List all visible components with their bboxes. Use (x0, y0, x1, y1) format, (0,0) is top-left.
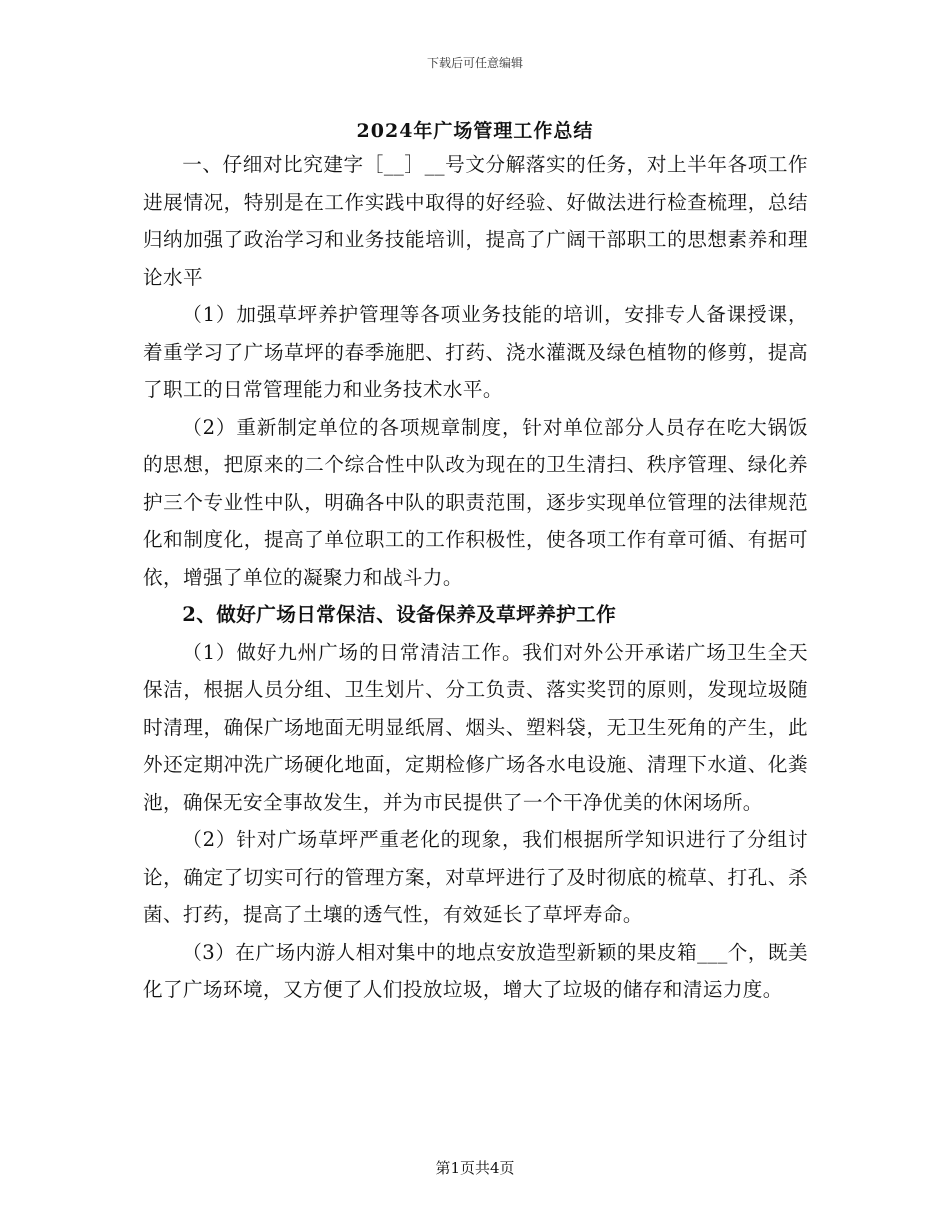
paragraph-cleaning: （1）做好九州广场的日常清洁工作。我们对外公开承诺广场卫生全天保洁，根据人员分组、卫生划片、分工负责、落实奖罚的原则，发现垃圾随时清理，确保广场地面无明显纸屑、烟头、塑料袋，无卫生死角的产生，此外还定期冲洗广场硬化地面，定期检修广场各水电设施、清理下水道、化粪池，确保无安全事故发生，并为市民提供了一个干净优美的休闲场所。 (143, 640, 808, 814)
page-number-footer: 第1页共4页 (435, 1159, 515, 1177)
paragraph-intro: 一、仔细对比究建字［__］__号文分解落实的任务，对上半年各项工作进展情况，特别是在工作实践中取得的好经验、好做法进行检查梳理，总结归纳加强了政治学习和业务技能培训，提高了广阔干部职工的思想素养和理论水平 (143, 153, 808, 289)
section-heading: 2、做好广场日常保洁、设备保养及草坪养护工作 (182, 603, 617, 626)
document-title: 2024年广场管理工作总结 (356, 120, 594, 142)
header-note: 下载后可任意编辑 (426, 56, 523, 70)
paragraph-bins: （3）在广场内游人相对集中的地点安放造型新颖的果皮箱___个，既美化了广场环境，又方便了人们投放垃圾，增大了垃圾的储存和清运力度。 (143, 940, 808, 1001)
document-body (143, 146, 808, 1009)
paragraph-lawn: （2）针对广场草坪严重老化的现象，我们根据所学知识进行了分组讨论，确定了切实可行的管理方案，对草坪进行了及时彻底的梳草、打孔、杀菌、打药，提高了土壤的透气性，有效延长了草坪寿命。 (143, 828, 808, 926)
paragraph-training: （1）加强草坪养护管理等各项业务技能的培训，安排专人备课授课，着重学习了广场草坪的春季施肥、打药、浇水灌溉及绿色植物的修剪，提高了职工的日常管理能力和业务技术水平。 (143, 303, 808, 401)
paragraph-regulations: （2）重新制定单位的各项规章制度，针对单位部分人员存在吃大锅饭的思想，把原来的二个综合性中队改为现在的卫生清扫、秩序管理、绿化养护三个专业性中队，明确各中队的职责范围，逐步实现单位管理的法律规范化和制度化，提高了单位职工的工作积极性，使各项工作有章可循、有据可依，增强了单位的凝聚力和战斗力。 (143, 415, 808, 589)
